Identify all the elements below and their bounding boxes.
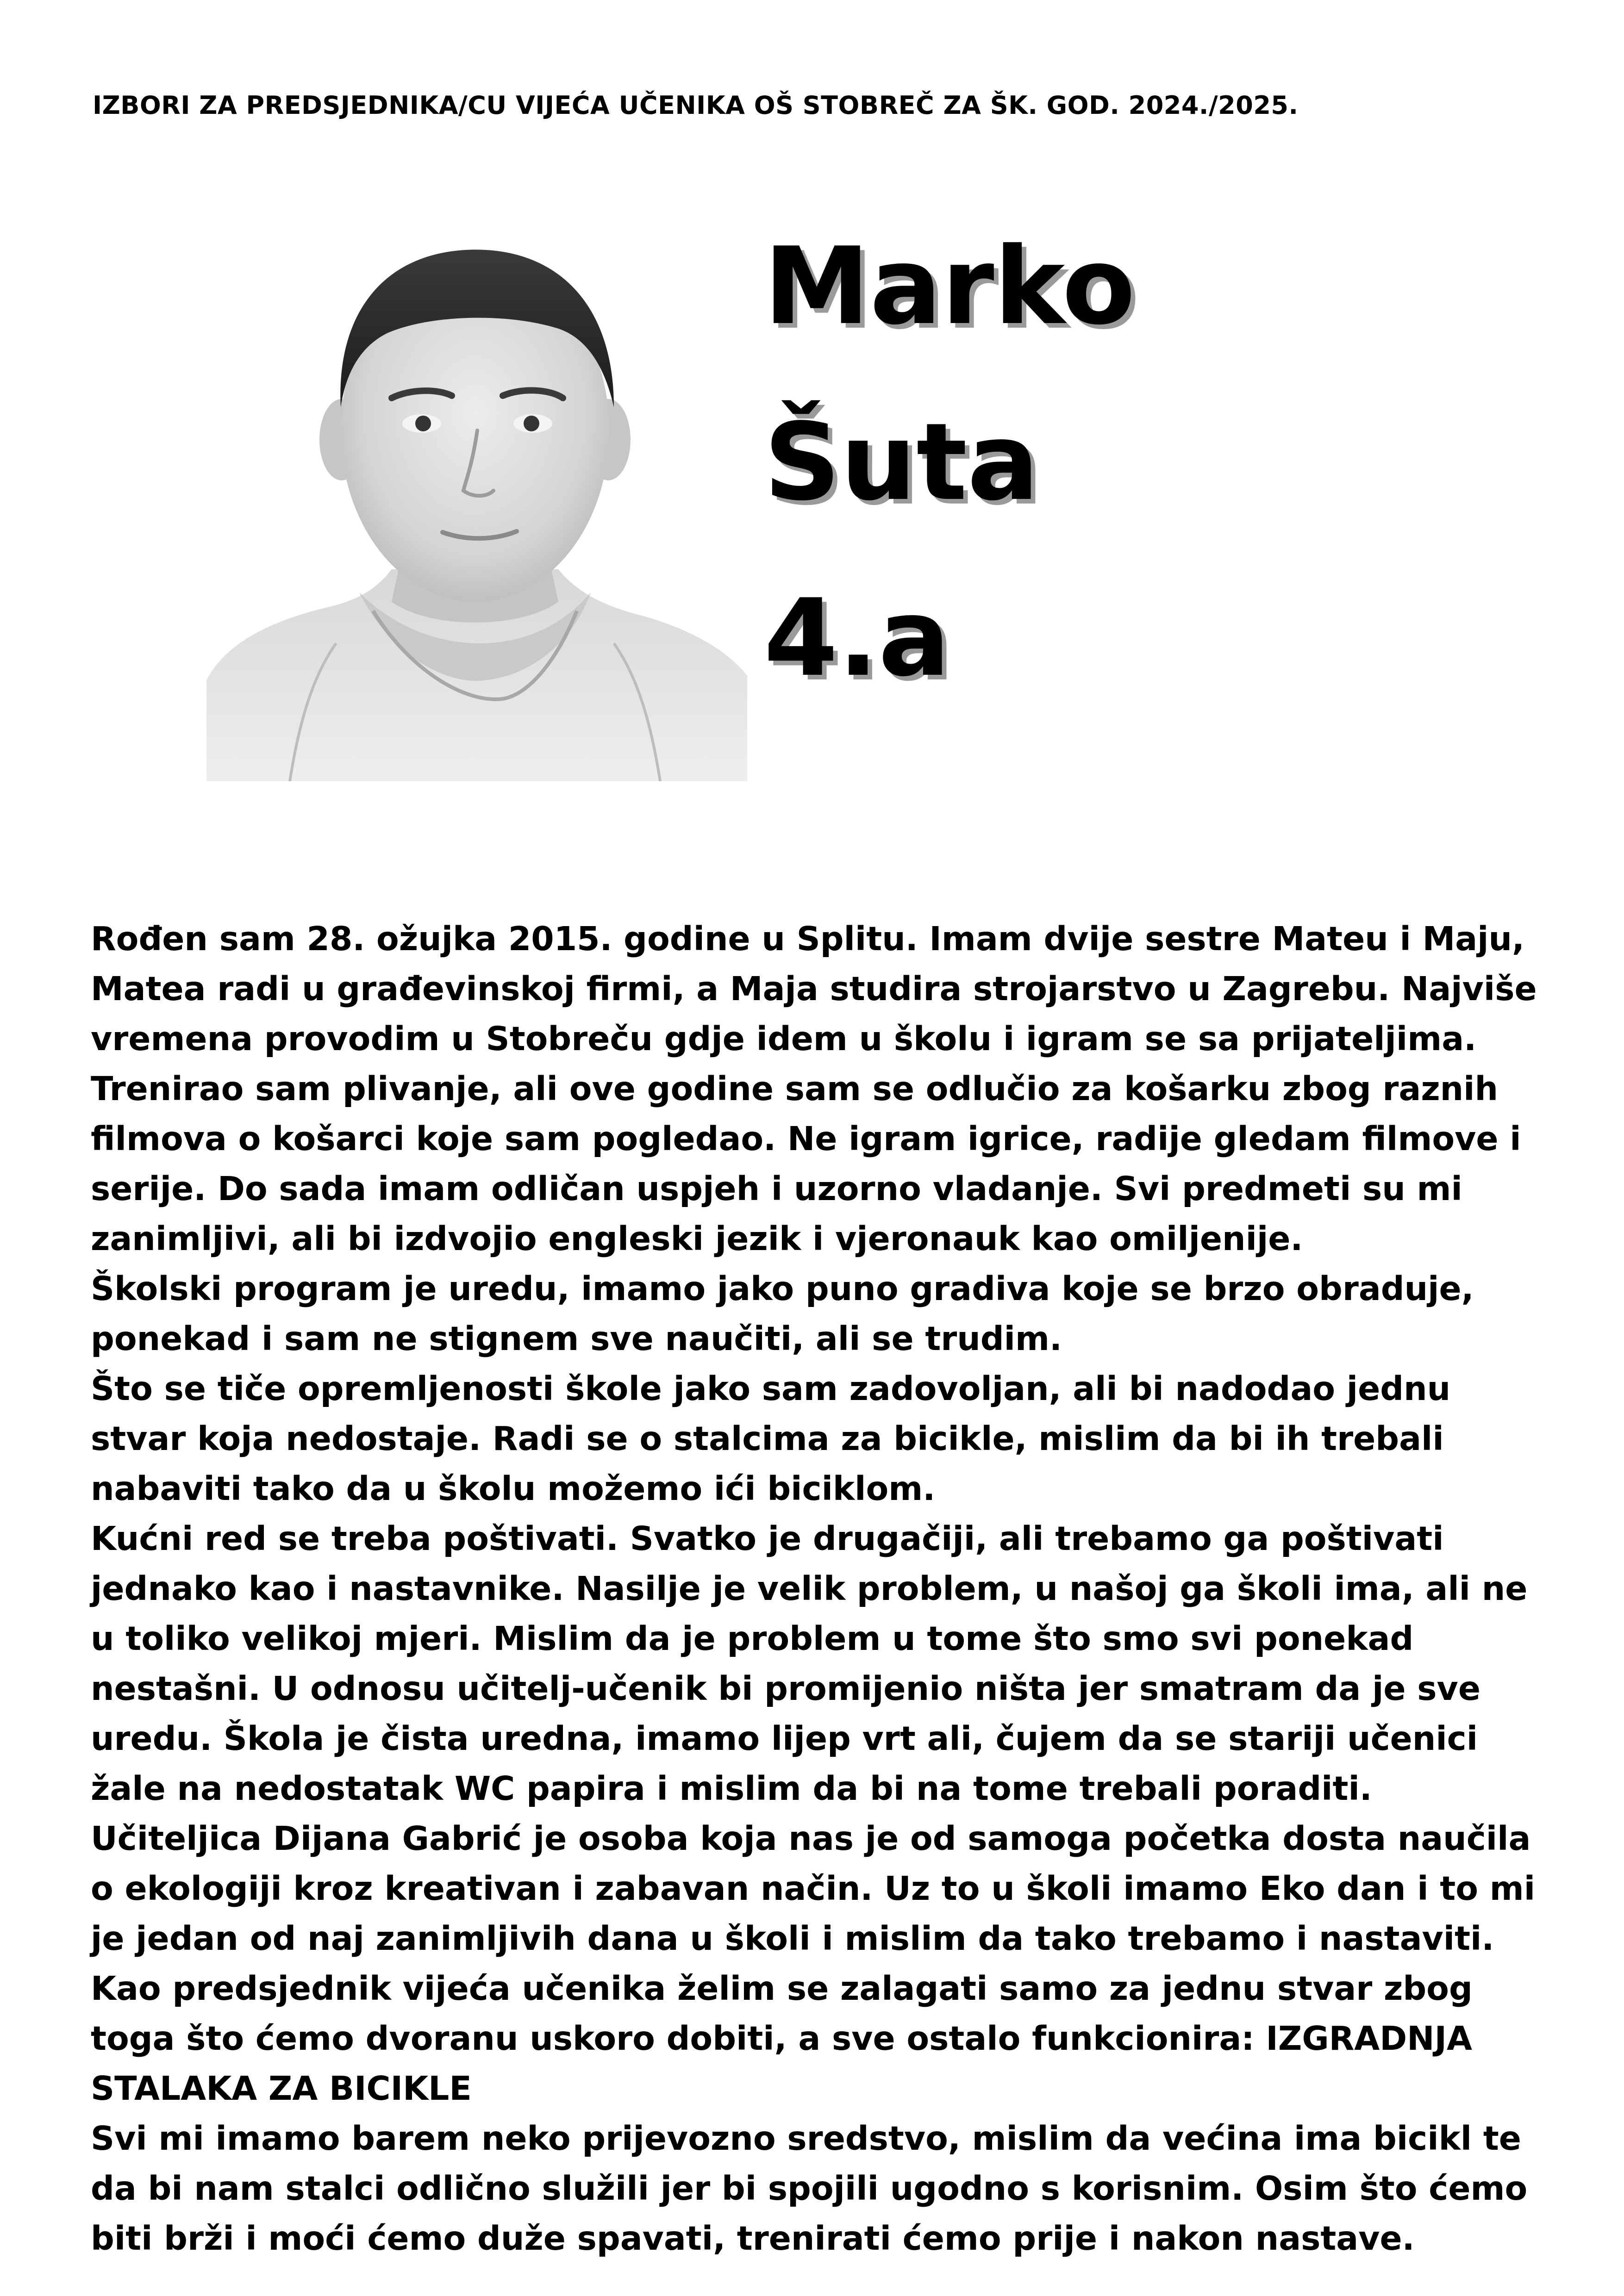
candidate-first-name: Marko [764,225,1136,348]
page-header: IZBORI ZA PREDSJEDNIKA/CU VIJEĆA UČENIKA OŠ STOBREČ ZA ŠK. GOD. 2024./2025. [93,91,1299,120]
statement-paragraph-goal: Kao predsjednik vijeća učenika želim se zalagati samo za jednu stvar zbog toga što ćemo dvoranu uskoro dobiti, a sve ostalo funkcionira: IZGRADNJA STALAKA ZA BICIKLE [91,1969,1473,2108]
statement-paragraph-house-rules: Kućni red se treba poštivati. Svatko je drugačiji, ali trebamo ga poštivati jednako kao i nastavnike. Nasilje je velik problem, u našoj ga školi ima, ali ne u toliko velikoj mjeri. Mislim da je problem u tome što smo svi ponekad nestašni. U odnosu učitelj-učenik bi promijenio ništa jer smatram da je sve uredu. Škola je čista uredna, imamo lijep vrt ali, čujem da se stariji učenici žale na nedostatak WC papira i mislim da bi na tome trebali poraditi. [91,1519,1528,1808]
statement-paragraph-benefits: Svi mi imamo barem neko prijevozno sredstvo, mislim da većina ima bicikl te da bi nam stalci odlično služili jer bi spojili ugodno s korisnim. Osim što ćemo biti brži i moći ćemo duže spavati, trenirati ćemo prije i nakon nastave. [91,2119,1528,2258]
statement-paragraph-program: Školski program je uredu, imamo jako puno gradiva koje se brzo obraduje, ponekad i sam ne stignem sve naučiti, ali se trudim. [91,1269,1474,1358]
statement-paragraph-ecology: Učiteljica Dijana Gabrić je osoba koja nas je od samoga početka dosta naučila o ekologiji kroz kreativan i zabavan način. Uz to u školi imamo Eko dan i to mi je jedan od naj zanimljivih dana u školi i mislim da tako trebamo i nastaviti. [91,1819,1536,1958]
statement-paragraph-intro: Rođen sam 28. ožujka 2015. godine u Splitu. Imam dvije sestre Mateu i Maju, Matea radi u građevinskoj firmi, a Maja studira strojarstvo u Zagrebu. Najviše vremena provodim u Stobreču gdje idem u školu i igram se sa prijateljima. Trenirao sam plivanje, ali ove godine sam se odlučio za košarku zbog raznih filmova o košarci koje sam pogledao. Ne igram igrice, radije gledam filmove i serije. Do sada imam odličan uspjeh i uzorno vladanje. Svi predmeti su mi zanimljivi, ali bi izdvojio engleski jezik i vjeronauk kao omiljenije. [91,920,1537,1258]
candidate-class: 4.a [764,577,950,700]
candidate-statement [91,914,1554,2264]
candidate-photo [206,213,747,781]
candidate-last-name: Šuta [764,401,1039,524]
statement-paragraph-equipment: Što se tiče opremljenosti škole jako sam zadovoljan, ali bi nadodao jednu stvar koja nedostaje. Radi se o stalcima za bicikle, mislim da bi ih trebali nabaviti tako da u školu možemo ići biciklom. [91,1369,1451,1508]
candidate-name-block [764,199,1412,727]
